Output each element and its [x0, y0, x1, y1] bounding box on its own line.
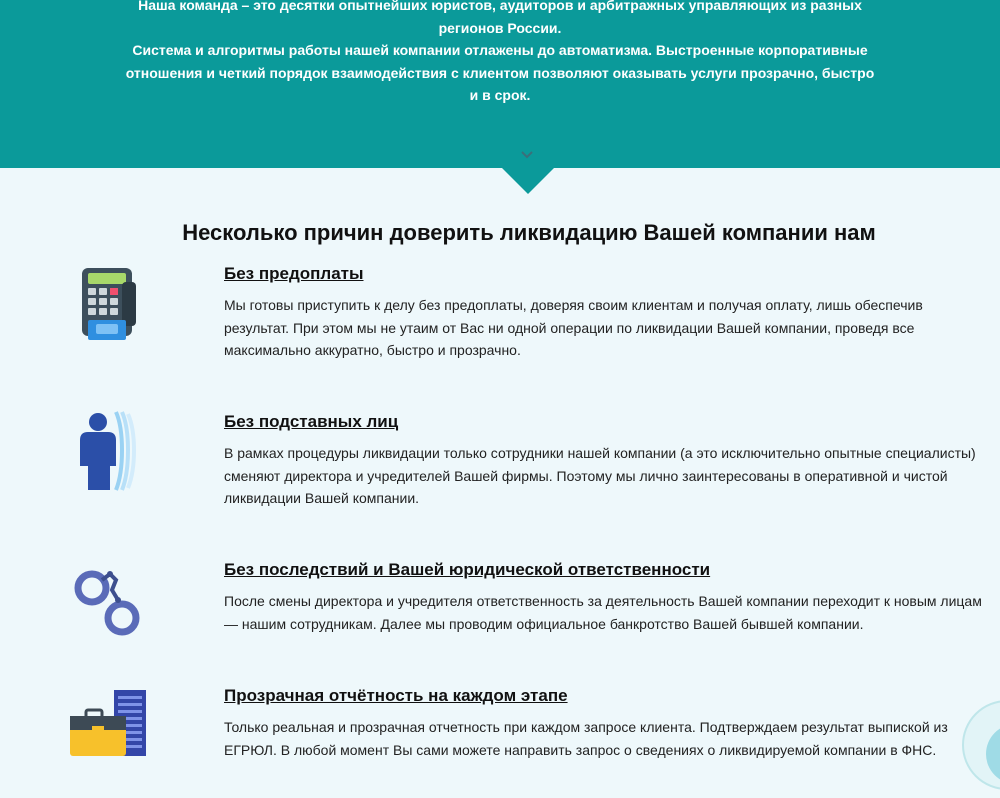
reason-title: Без последствий и Вашей юридической ответственности [224, 560, 711, 579]
chevron-down-icon[interactable] [520, 148, 534, 162]
reason-title: Без подставных лиц [224, 412, 399, 431]
reason-description: Мы готовы приступить к делу без предоплаты, доверяя своим клиентам и получая оплату, лишь обеспечив результат. При этом мы не утаим от Вас ни одной операции по ликвидации Вашей компании, проведя все максимально аккуратно, быстро и прозрачно. [224, 297, 923, 358]
calculator-icon [66, 264, 152, 350]
briefcase-building-icon [66, 686, 152, 772]
section-title: Несколько причин доверить ликвидацию Вашей компании нам [182, 220, 876, 245]
reason-description: После смены директора и учредителя ответственность за деятельность Вашей компании переходит к новым лицам — нашим сотрудникам. Далее мы проводим официальное банкротство Вашей бывшей компании. [224, 593, 982, 632]
hero-banner [0, 0, 1000, 168]
person-silhouette-icon [66, 410, 152, 496]
reason-title: Прозрачная отчётность на каждом этапе [224, 686, 568, 705]
hero-paragraph-system: Система и алгоритмы работы нашей компании отлажены до автоматизма. Выстроенные корпоративные отношения и четкий порядок взаимодействия с клиентом позволяют оказывать услуги прозрачно, быстро и в срок. [125, 42, 875, 103]
hero-arrow-tab [502, 168, 554, 194]
reason-description: Только реальная и прозрачная отчетность при каждом запросе клиента. Подтверждаем результат выпиской из ЕГРЮЛ. В любой момент Вы сами можете направить запрос о сведениях о ликвидируемой компании в ФНС. [224, 719, 948, 758]
reason-description: В рамках процедуры ликвидации только сотрудники нашей компании (а это исключительно опытные специалисты) сменяют директора и учредителей Вашей фирмы. Поэтому мы лично заинтересованы в оперативной и чистой ликвидации Вашей компании. [224, 445, 976, 506]
hero-text [120, 0, 880, 107]
reason-title: Без предоплаты [224, 264, 364, 283]
handcuffs-icon [66, 560, 152, 646]
hero-paragraph-team: Наша команда – это десятки опытнейших юристов, аудиторов и арбитражных управляющих из разных регионов России. [138, 0, 862, 36]
